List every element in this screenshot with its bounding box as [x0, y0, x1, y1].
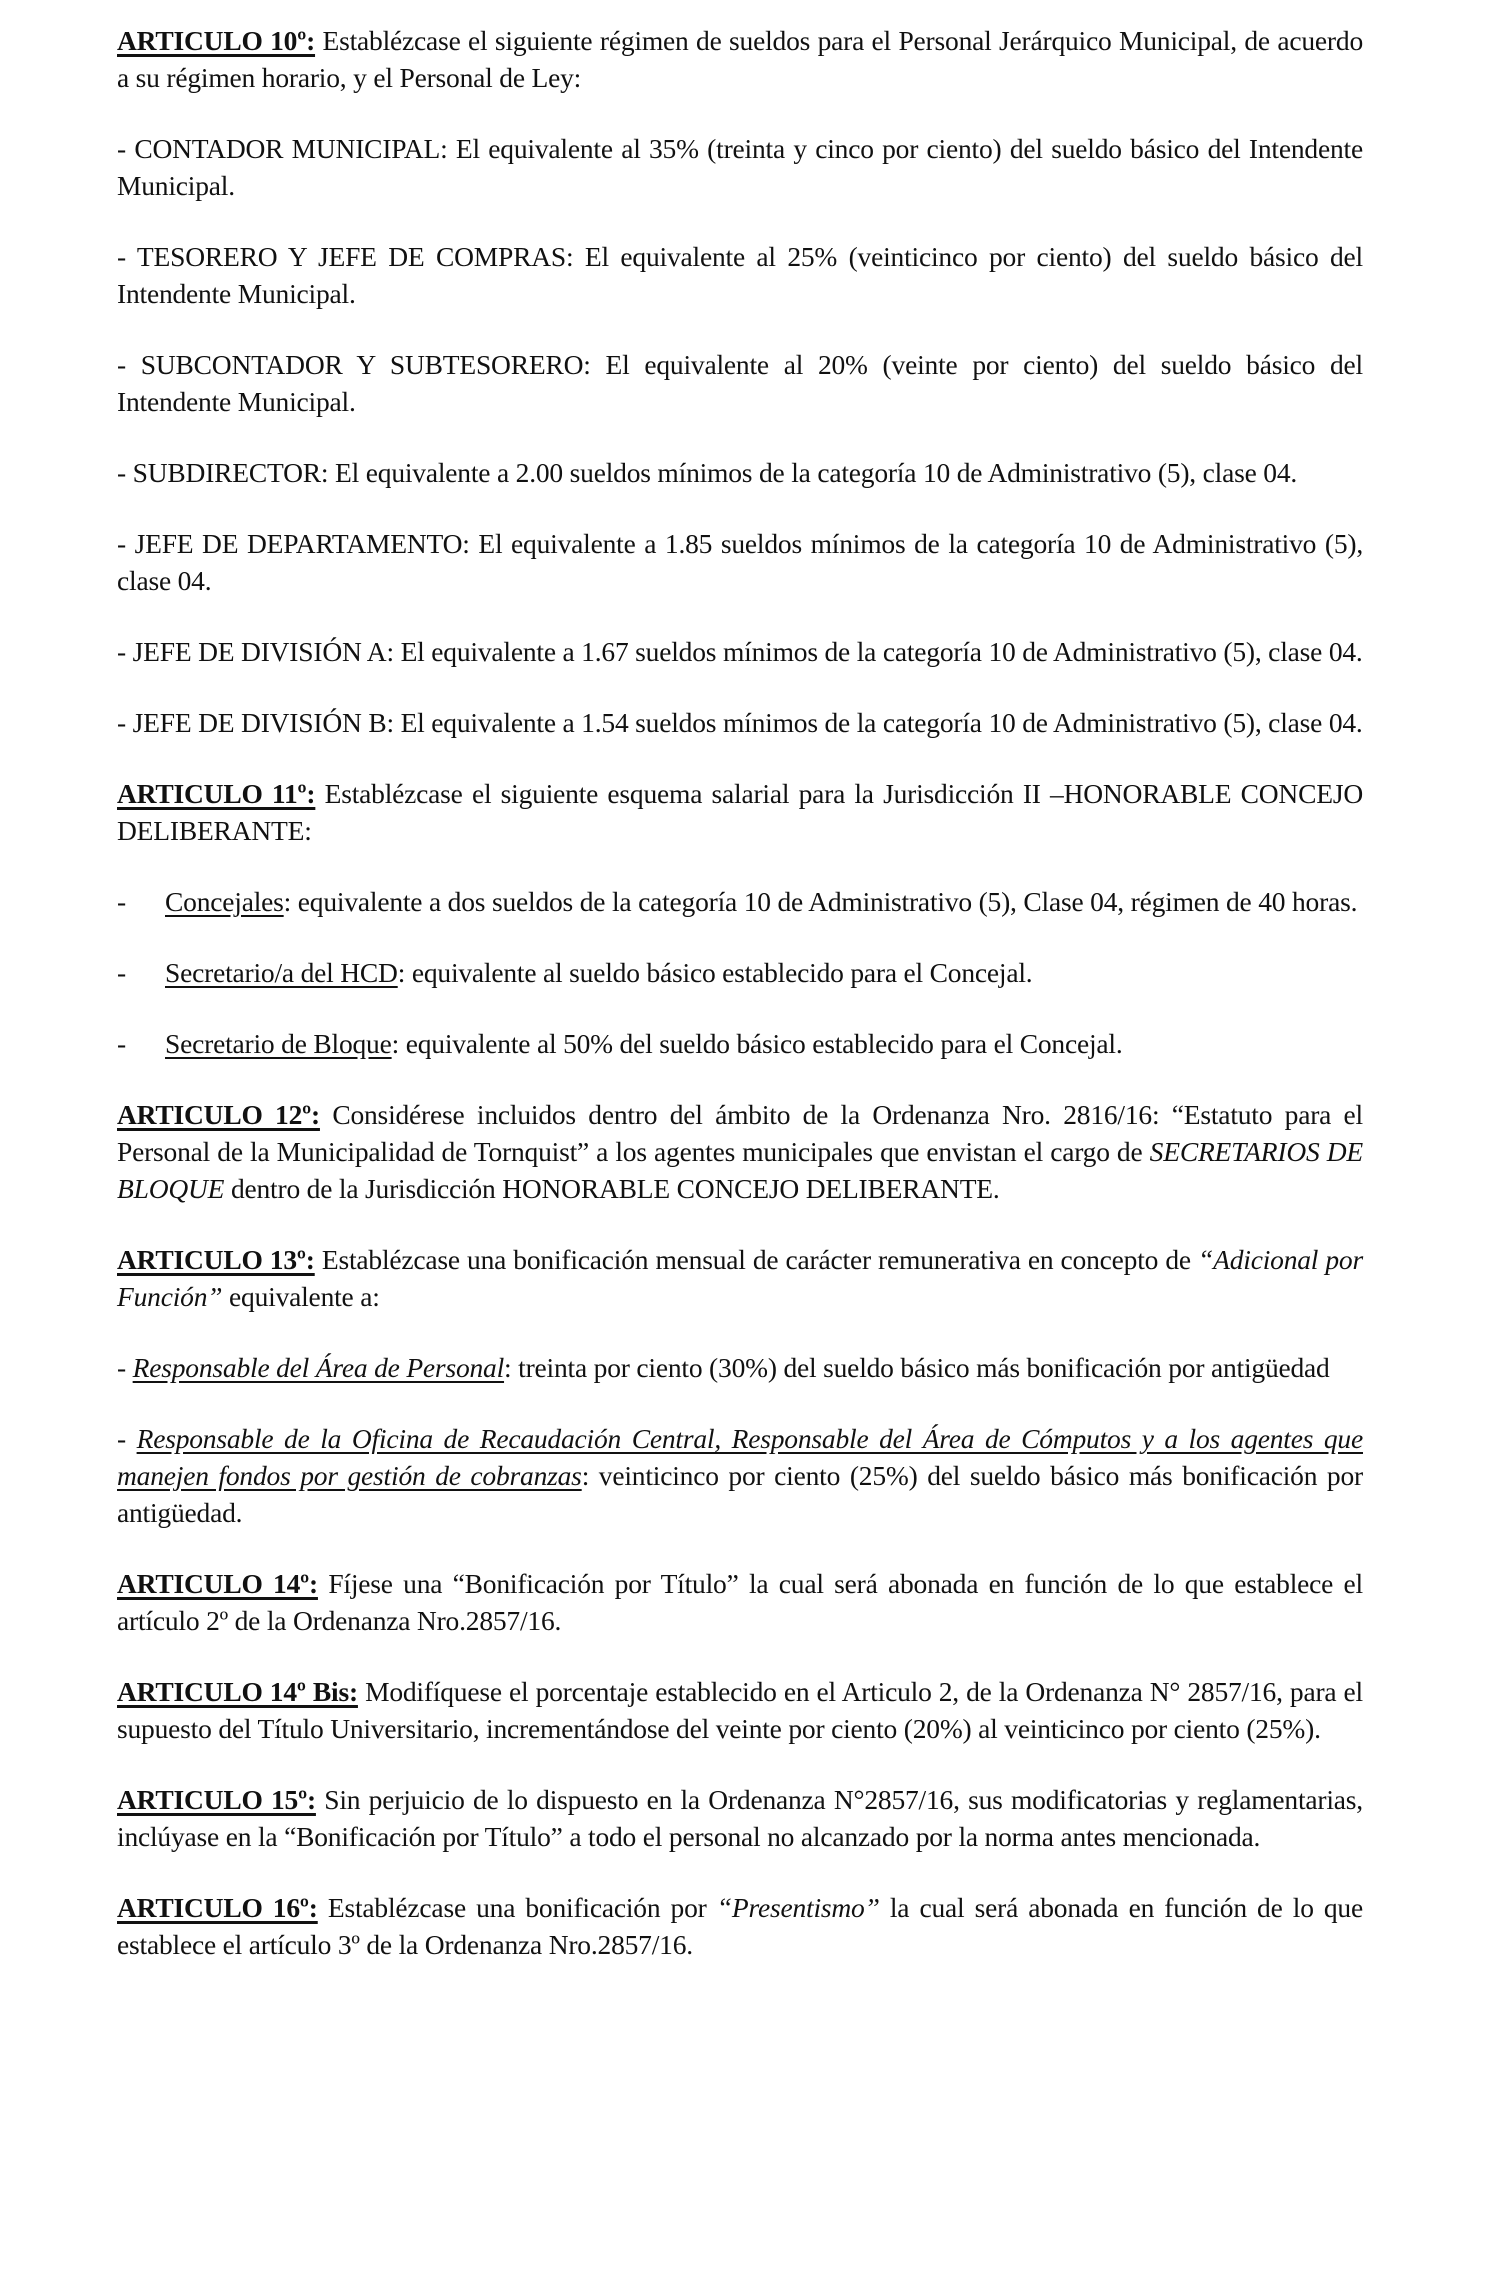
article-13: [117, 1241, 1363, 1315]
article-10-item: - CONTADOR MUNICIPAL: El equivalente al 35% (treinta y cinco por ciento) del sueldo básico del Intendente Municipal.: [117, 133, 1363, 201]
article-11-text: Establézcase el siguiente esquema salarial para la Jurisdicción II –HONORABLE CONCEJO DELIBERANTE:: [117, 778, 1363, 846]
article-10: [117, 22, 1363, 96]
article-10-item: - JEFE DE DIVISIÓN B: El equivalente a 1.54 sueldos mínimos de la categoría 10 de Administrativo (5), clase 04.: [117, 707, 1363, 738]
article-16-italic: “Presentismo”: [716, 1892, 880, 1923]
article-13-item-term: Responsable de la Oficina de Recaudación Central, Responsable del Área de Cómputos y a los agentes que manejen fondos por gestión de cobranzas: [117, 1423, 1363, 1491]
article-10-item: - JEFE DE DIVISIÓN A: El equivalente a 1.67 sueldos mínimos de la categoría 10 de Administrativo (5), clase 04.: [117, 636, 1363, 667]
article-10-heading: ARTICULO 10º:: [117, 25, 316, 56]
list-item-text: : equivalente al 50% del sueldo básico establecido para el Concejal.: [391, 1028, 1123, 1059]
article-13-heading: ARTICULO 13º:: [117, 1244, 315, 1275]
article-11: [117, 775, 1363, 849]
list-item-term: Secretario/a del HCD: [165, 957, 398, 988]
article-13-text-end: equivalente a:: [222, 1281, 380, 1312]
article-16-heading: ARTICULO 16º:: [117, 1892, 318, 1923]
article-16: [117, 1889, 1363, 1963]
article-10-text: Establézcase el siguiente régimen de sueldos para el Personal Jerárquico Municipal, de acuerdo a su régimen horario, y el Personal de Ley:: [117, 25, 1363, 93]
article-13-item-text: : veinticinco por ciento (25%) del sueldo básico más bonificación por antigüedad.: [117, 1460, 1363, 1528]
article-16-text: Establézcase una bonificación por: [317, 1892, 717, 1923]
article-10-item: - JEFE DE DEPARTAMENTO: El equivalente a 1.85 sueldos mínimos de la categoría 10 de Administrativo (5), clase 04.: [117, 528, 1363, 596]
article-14-heading: ARTICULO 14º:: [117, 1568, 318, 1599]
article-11-list: [117, 883, 1363, 1062]
dash-bullet: -: [117, 1423, 137, 1454]
article-12-text-end: dentro de la Jurisdicción HONORABLE CONCEJO DELIBERANTE.: [224, 1173, 1000, 1204]
article-15-text: Sin perjuicio de lo dispuesto en la Ordenanza N°2857/16, sus modificatorias y reglamentarias, inclúyase en la “Bonificación por Título” a todo el personal no alcanzado por la norma antes mencionada.: [117, 1784, 1363, 1852]
list-item: [117, 883, 1363, 920]
article-15: [117, 1781, 1363, 1855]
document-page: [117, 22, 1363, 1997]
dash-bullet: -: [117, 1028, 126, 1059]
list-item-text: : equivalente al sueldo básico establecido para el Concejal.: [397, 957, 1033, 988]
list-item: [117, 954, 1363, 991]
article-14-text: Fíjese una “Bonificación por Título” la cual será abonada en función de lo que establece el artículo 2º de la Ordenanza Nro.2857/16.: [117, 1568, 1363, 1636]
dash-bullet: -: [117, 1352, 133, 1383]
article-10-item: - TESORERO Y JEFE DE COMPRAS: El equivalente al 25% (veinticinco por ciento) del sueldo básico del Intendente Municipal.: [117, 241, 1363, 309]
list-item-term: Secretario de Bloque: [165, 1028, 392, 1059]
article-12-italic: SECRETARIOS DE BLOQUE: [117, 1136, 1364, 1204]
dash-bullet: -: [117, 886, 126, 917]
article-12-text: Considérese incluidos dentro del ámbito de la Ordenanza Nro. 2816/16: “Estatuto para el Personal de la Municipalidad de Tornquist” a los agentes municipales que envistan el cargo de: [117, 1099, 1363, 1167]
list-item-term: Concejales: [165, 886, 284, 917]
article-13-item-text: : treinta por ciento (30%) del sueldo básico más bonificación por antigüedad: [504, 1352, 1330, 1383]
article-13-item-term: Responsable del Área de Personal: [132, 1352, 505, 1383]
article-11-heading: ARTICULO 11º:: [117, 778, 316, 809]
article-10-item: - SUBCONTADOR Y SUBTESORERO: El equivalente al 20% (veinte por ciento) del sueldo básico del Intendente Municipal.: [117, 349, 1363, 417]
article-13-text: Establézcase una bonificación mensual de carácter remunerativa en concepto de: [314, 1244, 1199, 1275]
article-14: [117, 1565, 1363, 1639]
list-item-text: : equivalente a dos sueldos de la categoría 10 de Administrativo (5), Clase 04, régimen de 40 horas.: [283, 886, 1358, 917]
article-14-bis-heading: ARTICULO 14º Bis:: [117, 1676, 358, 1707]
dash-bullet: -: [117, 957, 126, 988]
article-16-text-end: la cual será abonada en función de lo que establece el artículo 3º de la Ordenanza Nro.2857/16.: [117, 1892, 1363, 1960]
article-10-item: - SUBDIRECTOR: El equivalente a 2.00 sueldos mínimos de la categoría 10 de Administrativo (5), clase 04.: [117, 457, 1298, 488]
article-13-italic: “Adicional por Función”: [117, 1244, 1363, 1312]
article-14-bis: [117, 1673, 1363, 1747]
article-12: [117, 1096, 1363, 1207]
article-13-item: [117, 1420, 1363, 1531]
article-12-heading: ARTICULO 12º:: [117, 1099, 320, 1130]
article-15-heading: ARTICULO 15º:: [117, 1784, 316, 1815]
article-13-item: [117, 1349, 1363, 1386]
list-item: [117, 1025, 1363, 1062]
article-14-bis-text: Modifíquese el porcentaje establecido en el Articulo 2, de la Ordenanza N° 2857/16, para el supuesto del Título Universitario, incrementándose del veinte por ciento (20%) al veinticinco por ciento (25%).: [117, 1676, 1363, 1744]
